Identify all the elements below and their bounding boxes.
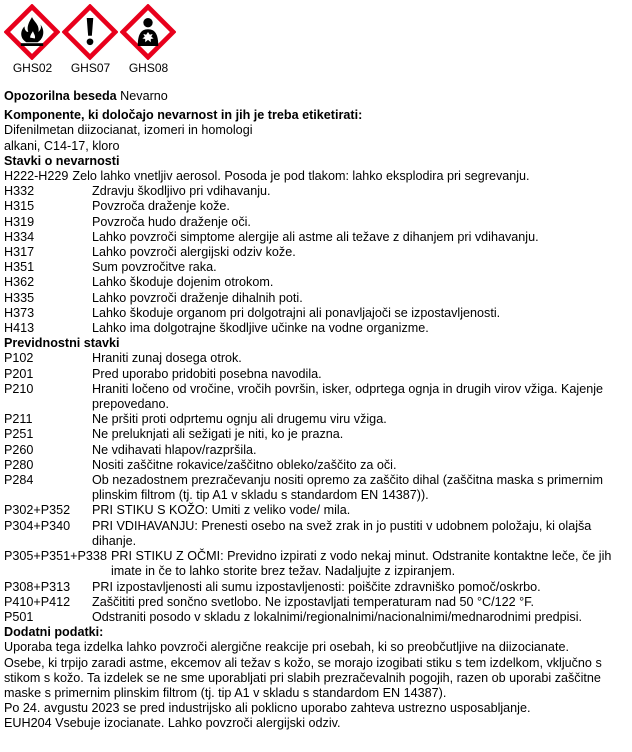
statement-text: PRI izpostavljenosti ali sumu izpostavljenosti: poiščite zdravniško pomoč/oskrbo.: [92, 579, 541, 594]
flame-icon: [4, 4, 60, 60]
statement-code: P260: [4, 442, 34, 457]
pictogram-code: GHS07: [70, 61, 111, 75]
precautionary-statement: [4, 503, 628, 518]
statement-text: Lahko povzroči draženje dihalnih poti.: [92, 290, 303, 305]
statement-text: Lahko povzroči alergijski odziv kože.: [92, 245, 296, 260]
hazard-statement: [4, 306, 628, 321]
statement-text: PRI STIKU S KOŽO: Umiti z veliko vode/ mila.: [92, 503, 351, 518]
statement-code: P201: [4, 366, 34, 381]
statement-code: H332: [4, 184, 35, 199]
precautionary-statement: [4, 351, 628, 366]
precautionary-statement: [4, 412, 628, 427]
hazard-statement: [4, 215, 628, 230]
hazard-statement: [4, 230, 628, 245]
statement-text: Ne pršiti proti odprtemu ognju ali drugemu viru vžiga.: [92, 412, 387, 427]
precautionary-statement: [4, 549, 628, 579]
statement-text: PRI VDIHAVANJU: Prenesti osebo na svež zrak in jo pustiti v udobnem položaju, ki olajša dihanje.: [92, 518, 592, 548]
statement-code: P410+P412: [4, 594, 71, 609]
statement-code: H373: [4, 305, 35, 320]
statement-text: Hraniti ločeno od vročine, vročih površin, isker, odprtega ognja in drugih virov vžiga. Kajenje prepovedano.: [92, 381, 604, 412]
precautionary-statements-heading: Previdnostni stavki: [4, 336, 120, 351]
statement-code: H334: [4, 229, 35, 244]
precautionary-statements-list: [4, 351, 628, 625]
pictogram-ghs08: [120, 4, 177, 75]
statement-code: P305+P351+P338: [4, 549, 107, 564]
statement-text: Lahko škoduje dojenim otrokom.: [92, 275, 274, 290]
statement-text: Lahko ima dolgotrajne škodljive učinke na vodne organizme.: [92, 321, 429, 336]
precautionary-statement: [4, 382, 628, 412]
statement-text: PRI STIKU Z OČMI: Previdno izpirati z vodo nekaj minut. Odstranite kontaktne leče, če jih imate in če to lahko storite brez težav. Nadaljujte z izpiranjem.: [110, 549, 612, 579]
exclamation-mark-icon: [62, 4, 118, 60]
statement-text: Ne preluknjati ali sežigati je niti, ko je prazna.: [92, 427, 344, 442]
precautionary-statement: [4, 367, 628, 382]
statement-code: P211: [4, 412, 33, 427]
components-heading: Komponente, ki določajo nevarnost in jih je treba etiketirati:: [4, 108, 363, 123]
statement-code: H222-H229: [4, 169, 69, 184]
hazard-statement: [4, 291, 628, 306]
additional-paragraph: Osebe, ki trpijo zaradi astme, ekcemov ali težav s kožo, se morajo izogibati stiku s tem izdelkom, vključno s stikom s kožo. Ta izdelek se ne sme uporabljati pri slabih prezračevalnih pogojih, razen ob uporabi zaščitne maske s primernim plinskim filtrom (tj. tip A1 v skladu s standardom EN 14387).: [4, 655, 602, 700]
statement-text: Lahko povzroči simptome alergije ali astme ali težave z dihanjem pri vdihavanju.: [92, 229, 539, 244]
statement-code: H413: [4, 321, 35, 336]
statement-text: Povzroča draženje kože.: [92, 199, 230, 214]
statement-text: Zelo lahko vnetljiv aerosol. Posoda je pod tlakom: lahko eksplodira pri segrevanju.: [72, 169, 530, 184]
signal-word-value: Nevarno: [120, 89, 168, 103]
statement-text: Lahko škoduje organom pri dolgotrajni ali ponavljajoči se izpostavljenosti.: [92, 305, 501, 320]
label-text: [4, 89, 628, 732]
hazard-statement: [4, 169, 628, 184]
hazard-statements-list: [4, 169, 628, 336]
statement-text: Nositi zaščitne rokavice/zaščitno obleko/zaščito za oči.: [92, 457, 397, 472]
health-hazard-icon: [120, 4, 176, 60]
statement-code: P210: [4, 381, 34, 396]
precautionary-statement: [4, 610, 628, 625]
statement-code: P102: [4, 351, 34, 366]
statement-code: P280: [4, 457, 34, 472]
precautionary-statement: [4, 519, 628, 549]
statement-text: Odstraniti posodo v skladu z lokalnimi/regionalnimi/nacionalnimi/mednarodnimi predpisi.: [92, 609, 582, 624]
hazard-statement: [4, 199, 628, 214]
statement-code: P284: [4, 473, 34, 488]
pictogram-ghs02: [4, 4, 61, 75]
pictogram-code: GHS08: [128, 61, 169, 75]
statement-code: H351: [4, 260, 35, 275]
precautionary-statement: [4, 473, 628, 503]
additional-paragraph: EUH204 Vsebuje izocianate. Lahko povzroči alergijski odziv.: [4, 716, 341, 731]
statement-text: Sum povzročitve raka.: [92, 260, 217, 275]
pictogram-code: GHS02: [12, 61, 53, 75]
statement-code: H335: [4, 290, 35, 305]
hazard-statement: [4, 321, 628, 336]
statement-text: Hraniti zunaj dosega otrok.: [92, 351, 242, 366]
statement-code: P501: [4, 609, 34, 624]
precautionary-statement: [4, 443, 628, 458]
statement-code: P302+P352: [4, 503, 71, 518]
components-line: alkani, C14-17, kloro: [4, 138, 120, 153]
statement-code: P304+P340: [4, 518, 71, 533]
additional-info-heading: Dodatni podatki:: [4, 625, 104, 640]
ghs-pictogram-row: [4, 4, 178, 75]
precautionary-statement: [4, 458, 628, 473]
statement-code: H319: [4, 214, 35, 229]
hazard-statement: [4, 260, 628, 275]
statement-code: H362: [4, 275, 35, 290]
signal-word-line: [4, 89, 628, 104]
precautionary-statement: [4, 595, 628, 610]
hazard-statement: [4, 245, 628, 260]
additional-paragraph: Uporaba tega izdelka lahko povzroči alergične reakcije pri osebah, ki so preobčutljive na diizocianate.: [4, 640, 569, 655]
hazard-statement: [4, 184, 628, 199]
statement-text: Ob nezadostnem prezračevanju nositi opremo za zaščito dihal (zaščitna maska s primernim plinskim filtrom (tj. tip A1 v skladu s standardom EN 14387)).: [92, 473, 603, 503]
signal-word-label: Opozorilna beseda: [4, 89, 117, 103]
hazard-statements-heading: Stavki o nevarnosti: [4, 153, 120, 168]
additional-paragraph: Po 24. avgustu 2023 se pred industrijsko ali poklicno uporabo zahteva ustrezno usposabljanje.: [4, 701, 531, 716]
precautionary-statement: [4, 580, 628, 595]
hazard-statement: [4, 275, 628, 290]
statement-text: Zdravju škodljivo pri vdihavanju.: [92, 184, 271, 199]
statement-text: Zaščititi pred sončno svetlobo. Ne izpostavljati temperaturam nad 50 °C/122 °F.: [92, 594, 534, 609]
statement-code: H317: [4, 245, 35, 260]
statement-text: Ne vdihavati hlapov/razpršila.: [92, 442, 257, 457]
components-line: Difenilmetan diizocianat, izomeri in homologi: [4, 123, 253, 138]
statement-code: P251: [4, 427, 34, 442]
statement-code: P308+P313: [4, 579, 71, 594]
statement-code: H315: [4, 199, 35, 214]
pictogram-ghs07: [62, 4, 119, 75]
statement-text: Pred uporabo pridobiti posebna navodila.: [92, 366, 322, 381]
statement-text: Povzroča hudo draženje oči.: [92, 214, 251, 229]
precautionary-statement: [4, 427, 628, 442]
